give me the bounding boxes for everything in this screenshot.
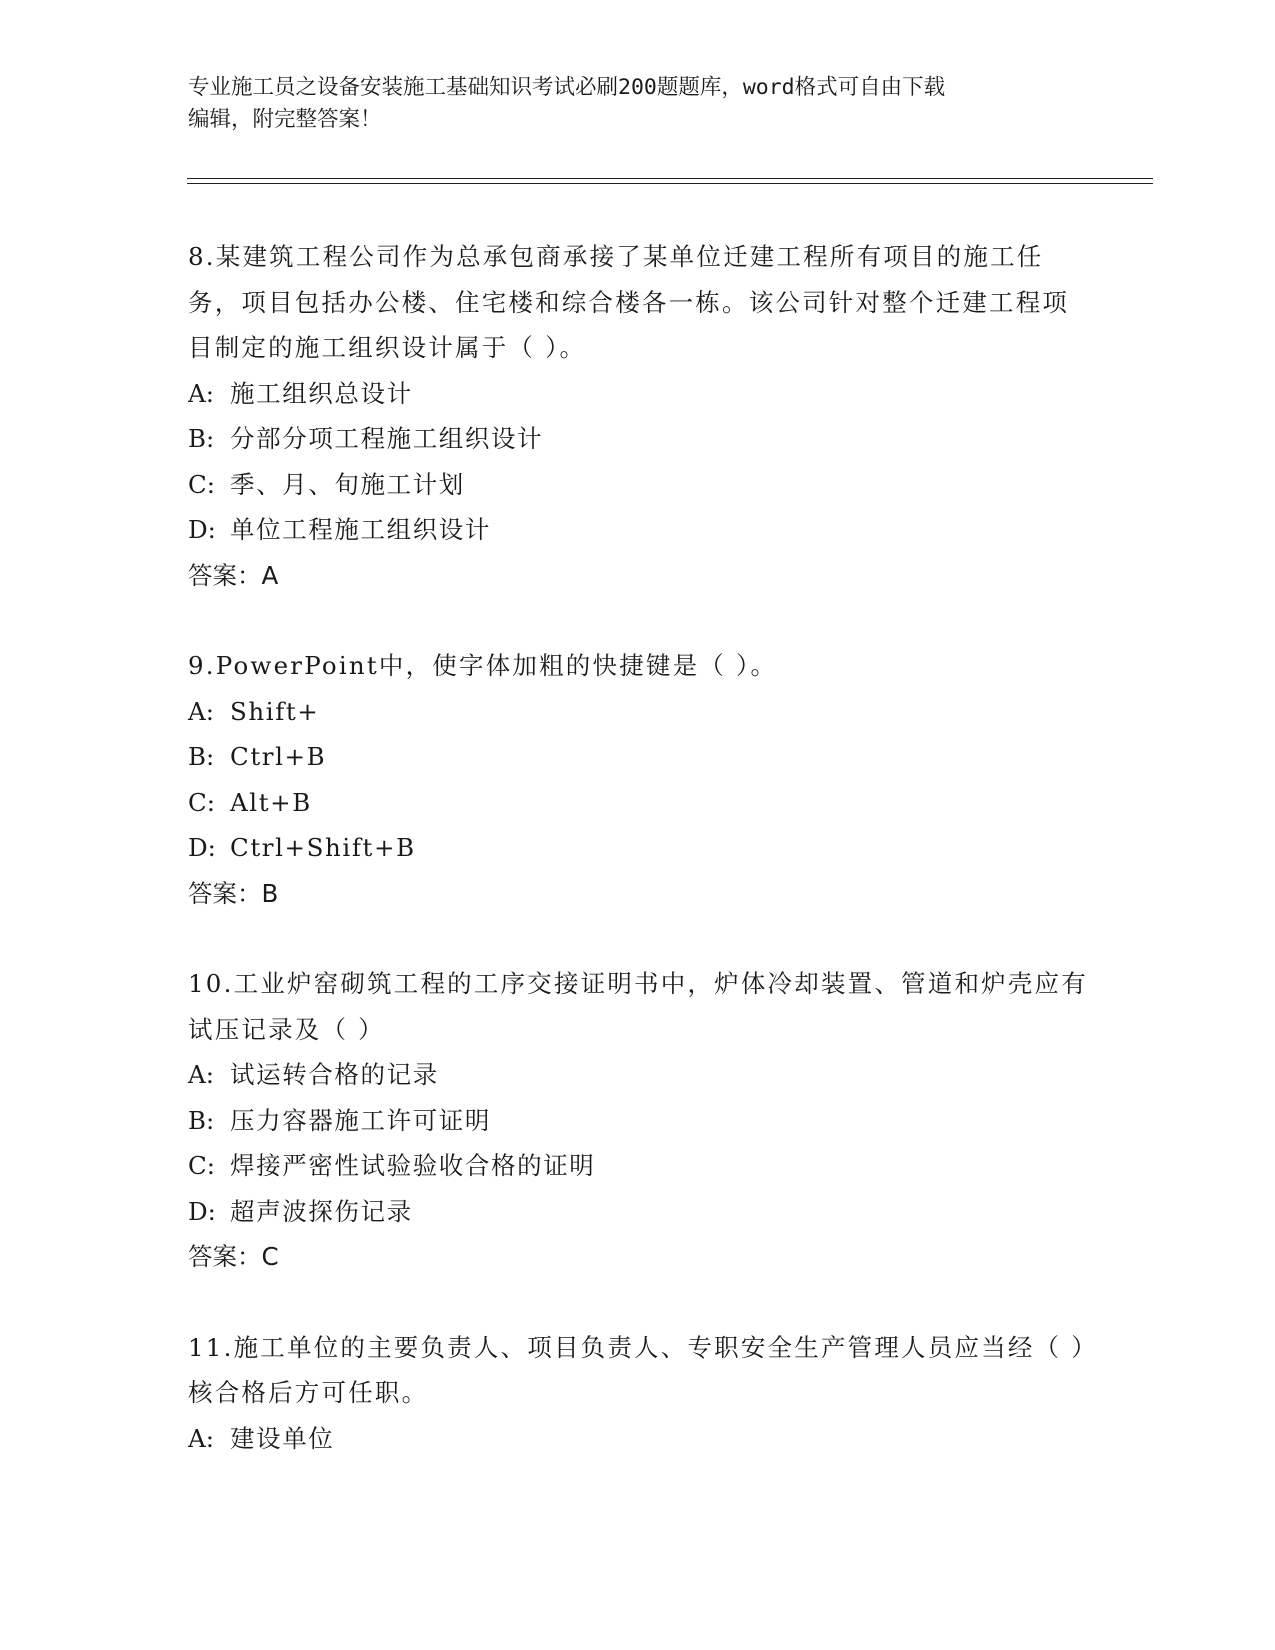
- option-text: 建设单位: [230, 1423, 335, 1453]
- answer-line: 答案：B: [188, 878, 279, 908]
- option-letter: D:: [188, 833, 216, 862]
- question-8: [188, 234, 1088, 598]
- option-c: [188, 462, 1088, 508]
- question-spacer: [188, 1280, 1088, 1325]
- option-c: [188, 780, 1088, 826]
- option-letter: C:: [188, 1151, 216, 1180]
- option-d: [188, 825, 1088, 871]
- option-text: 单位工程施工组织设计: [230, 515, 491, 544]
- option-d: [188, 1189, 1088, 1235]
- option-text: Shift+: [230, 696, 320, 726]
- option-text: 分部分项工程施工组织设计: [230, 424, 544, 453]
- question-stem: 8.某建筑工程公司作为总承包商承接了某单位迁建工程所有项目的施工任务，项目包括办公楼、住宅楼和综合楼各一栋。该公司针对整个迁建工程项目制定的施工组织设计属于（ ）。: [188, 242, 1070, 362]
- option-letter: C:: [188, 469, 216, 499]
- option-letter: B:: [188, 1105, 215, 1135]
- option-text: 压力容器施工许可证明: [230, 1105, 491, 1135]
- option-d: [188, 507, 1088, 553]
- option-letter: A:: [188, 696, 214, 726]
- option-text: Ctrl+Shift+B: [230, 833, 416, 862]
- option-letter: A:: [188, 1060, 214, 1089]
- question-spacer: [188, 916, 1088, 961]
- option-b: [188, 1098, 1088, 1144]
- header-divider-bottom: [187, 183, 1153, 184]
- option-text: 超声波探伤记录: [230, 1196, 413, 1226]
- option-text: 季、月、旬施工计划: [230, 469, 465, 499]
- option-c: [188, 1143, 1088, 1189]
- answer-line: 答案：A: [188, 560, 279, 590]
- option-a: [188, 689, 1088, 735]
- question-list: [188, 234, 1088, 1461]
- option-letter: A:: [188, 1423, 214, 1453]
- option-letter: D:: [188, 1196, 216, 1226]
- question-10: [188, 961, 1088, 1280]
- question-stem: 10.工业炉窑砌筑工程的工序交接证明书中，炉体冷却装置、管道和炉壳应有试压记录及（ ）: [188, 969, 1088, 1044]
- question-spacer: [188, 598, 1088, 643]
- option-letter: D:: [188, 515, 216, 544]
- question-stem: 9.PowerPoint中，使字体加粗的快捷键是（ ）。: [188, 651, 778, 680]
- option-text: 施工组织总设计: [230, 378, 413, 408]
- option-letter: B:: [188, 424, 215, 453]
- option-a: [188, 1416, 1088, 1462]
- question-11: [188, 1325, 1088, 1462]
- option-a: [188, 371, 1088, 417]
- header-line-1: 专业施工员之设备安装施工基础知识考试必刷200题题库，word格式可自由下载: [188, 75, 946, 100]
- question-9: [188, 643, 1088, 916]
- option-text: 试运转合格的记录: [230, 1060, 439, 1089]
- document-header: [188, 72, 1088, 136]
- header-line-2: 编辑，附完整答案！: [188, 107, 382, 132]
- answer-line: 答案：C: [188, 1242, 279, 1271]
- option-b: [188, 734, 1088, 780]
- option-text: Alt+B: [230, 787, 312, 817]
- option-letter: C:: [188, 787, 216, 817]
- question-stem: 11.施工单位的主要负责人、项目负责人、专职安全生产管理人员应当经（ ）核合格后方可任职。: [188, 1332, 1086, 1407]
- option-text: 焊接严密性试验验收合格的证明: [230, 1151, 596, 1180]
- header-divider-top: [187, 178, 1153, 179]
- option-a: [188, 1052, 1088, 1098]
- option-letter: B:: [188, 742, 215, 771]
- option-text: Ctrl+B: [230, 742, 327, 771]
- option-letter: A:: [188, 378, 214, 408]
- option-b: [188, 416, 1088, 462]
